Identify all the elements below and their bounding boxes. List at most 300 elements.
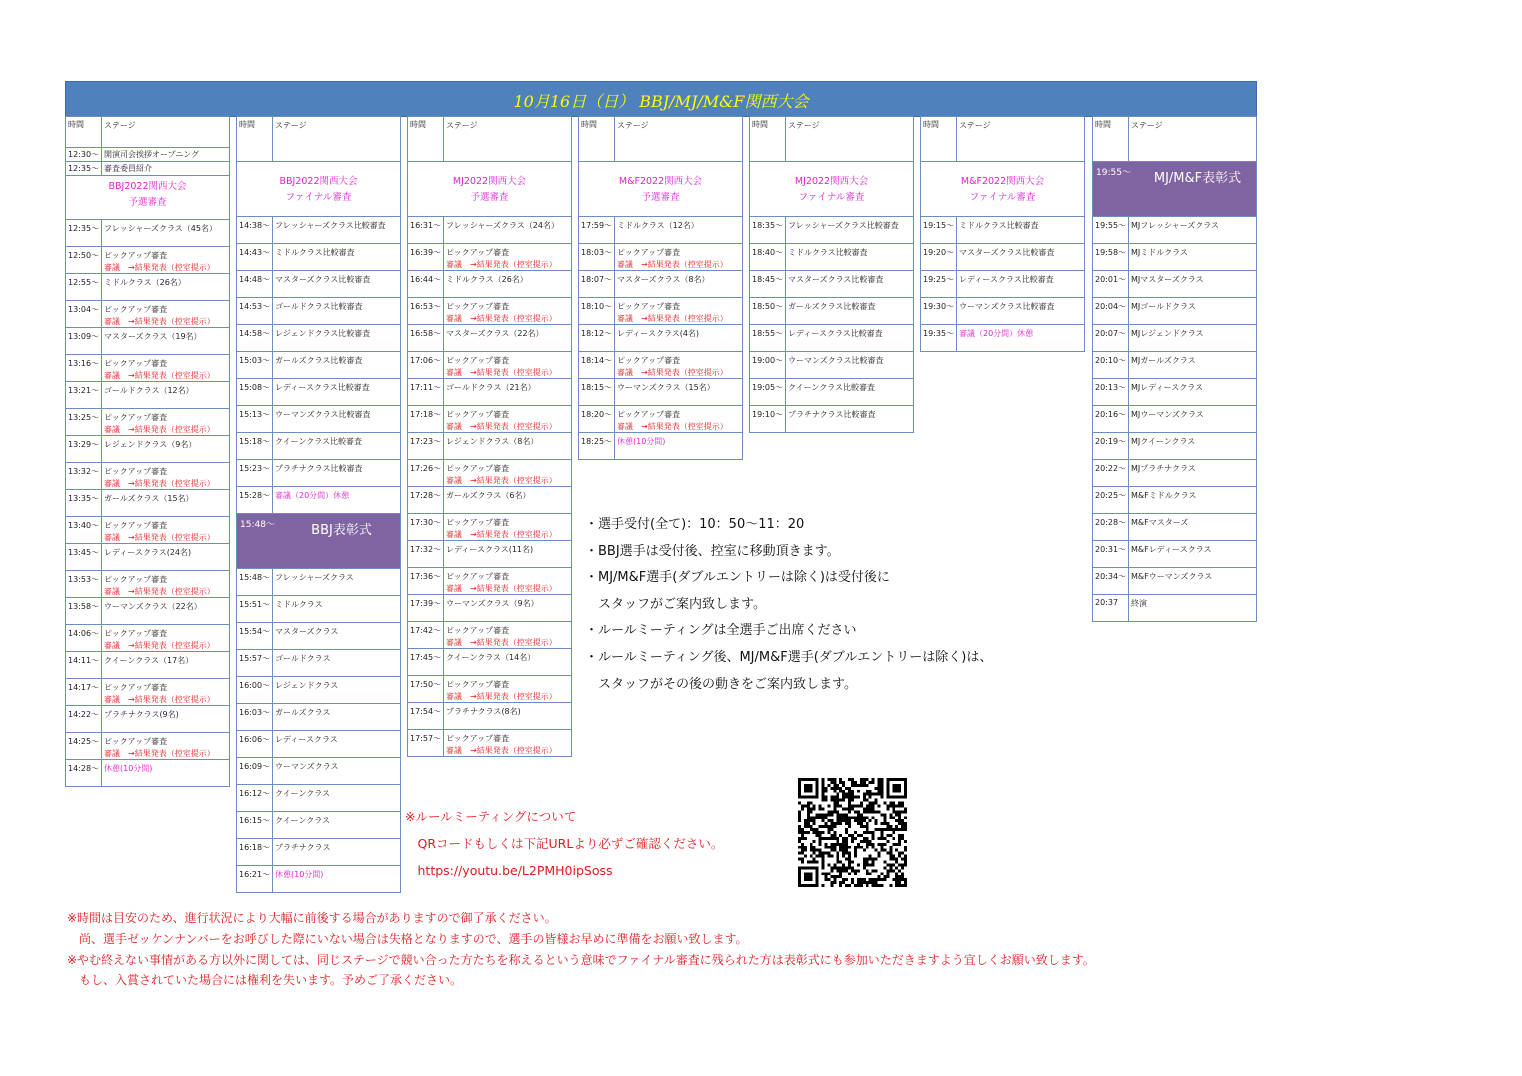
row-time: 16:12～ xyxy=(237,785,273,811)
row-time: 17:36～ xyxy=(408,568,444,594)
stage-section-title xyxy=(749,162,914,217)
schedule-row xyxy=(65,355,230,382)
row-time: 16:18～ xyxy=(237,839,273,865)
row-stage: クイーンクラス（14名） xyxy=(446,653,536,662)
row-stage: フレッシャーズクラス（24名） xyxy=(446,221,559,230)
row-stage: ウーマンズクラス（22名） xyxy=(104,602,202,611)
row-time: 18:14～ xyxy=(579,352,615,378)
row-time: 12:35～ xyxy=(66,220,102,246)
row-stage: 審議（20分間）休憩 xyxy=(275,491,350,500)
row-result-note: 審議 →結果発表（控室提示） xyxy=(104,263,215,272)
row-stage: ピックアップ審査 xyxy=(446,626,510,635)
row-stage: ウーマンズクラス比較審査 xyxy=(959,302,1055,311)
header-time: 時間 xyxy=(921,117,957,161)
schedule-row xyxy=(65,517,230,544)
schedule-row xyxy=(65,490,230,517)
schedule-row xyxy=(407,325,572,352)
row-stage: フレッシャーズクラス比較審査 xyxy=(275,221,386,230)
note-line: ・選手受付(全て)：10：50～11：20 xyxy=(585,517,805,532)
schedule-row xyxy=(236,352,401,379)
row-stage: プラチナクラス(9名) xyxy=(104,710,179,719)
schedule-row xyxy=(920,325,1085,352)
row-stage: MJウーマンズクラス xyxy=(1131,410,1204,419)
row-stage: フレッシャーズクラス比較審査 xyxy=(788,221,899,230)
header-time: 時間 xyxy=(750,117,786,161)
schedule-row xyxy=(236,487,401,514)
award-time: 15:48～ xyxy=(240,520,275,530)
row-time: 16:21～ xyxy=(237,866,273,892)
schedule-row xyxy=(920,217,1085,244)
row-stage: マスターズクラス比較審査 xyxy=(788,275,884,284)
schedule-row xyxy=(407,730,572,757)
row-result-note: 審議 →結果発表（控室提示） xyxy=(617,314,728,323)
schedule-row xyxy=(236,325,401,352)
schedule-row xyxy=(65,220,230,247)
schedule-row xyxy=(65,301,230,328)
row-time: 15:54～ xyxy=(237,623,273,649)
row-stage: ゴールドクラス比較審査 xyxy=(275,302,363,311)
row-result-note: 審議 →結果発表（控室提示） xyxy=(446,368,557,377)
row-stage: 審査委員紹介 xyxy=(104,164,152,173)
row-stage: ピックアップ審査 xyxy=(446,734,510,743)
row-stage: 休憩(10分間) xyxy=(275,870,324,879)
column-header xyxy=(749,116,914,162)
row-time: 14:58～ xyxy=(237,325,273,351)
row-time: 14:17～ xyxy=(66,679,102,705)
row-stage: ミドルクラス xyxy=(275,600,323,609)
row-result-note: 審議 →結果発表（控室提示） xyxy=(446,422,557,431)
row-stage: レジェンドクラス（8名） xyxy=(446,437,539,446)
row-stage: プラチナクラス比較審査 xyxy=(788,410,876,419)
stage-section-title xyxy=(407,162,572,217)
row-stage: ピックアップ審査 xyxy=(617,248,681,257)
row-stage: ピックアップ審査 xyxy=(104,575,168,584)
row-stage: ミドルクラス比較審査 xyxy=(788,248,868,257)
section-stage-name: ファイナル審査 xyxy=(285,192,352,203)
row-time: 17:23～ xyxy=(408,433,444,459)
row-stage: ピックアップ審査 xyxy=(104,521,168,530)
row-stage: ピックアップ審査 xyxy=(446,248,510,257)
schedule-row xyxy=(1092,433,1257,460)
section-stage-name: 予選審査 xyxy=(641,192,680,203)
row-time: 20:25～ xyxy=(1093,487,1129,513)
row-stage: 休憩(10分間) xyxy=(617,437,666,446)
schedule-row xyxy=(920,244,1085,271)
row-time: 20:34～ xyxy=(1093,568,1129,594)
row-stage: マスターズクラス xyxy=(275,627,339,636)
row-time: 20:37 xyxy=(1093,595,1129,621)
schedule-row xyxy=(236,298,401,325)
row-stage: ピックアップ審査 xyxy=(104,251,168,260)
schedule-row xyxy=(65,409,230,436)
header-time: 時間 xyxy=(237,117,273,161)
row-stage: ガールズクラス（6名） xyxy=(446,491,531,500)
stage-section-title xyxy=(578,162,743,217)
row-stage: レディースクラス比較審査 xyxy=(959,275,1054,284)
schedule-row xyxy=(749,271,914,298)
row-time: 18:03～ xyxy=(579,244,615,270)
row-time: 19:10～ xyxy=(750,406,786,432)
schedule-column xyxy=(749,116,914,433)
row-time: 17:45～ xyxy=(408,649,444,675)
row-time: 17:26～ xyxy=(408,460,444,486)
row-time: 13:25～ xyxy=(66,409,102,435)
row-stage: レディースクラス(24名) xyxy=(104,548,192,557)
row-stage: MJミドルクラス xyxy=(1131,248,1188,257)
footer-line: もし、入賞されていた場合には権利を失います。予めご了承ください。 xyxy=(67,973,463,988)
row-result-note: 審議 →結果発表（控室提示） xyxy=(446,314,557,323)
row-stage: ピックアップ審査 xyxy=(104,305,168,314)
row-time: 17:59～ xyxy=(579,217,615,243)
reception-notes xyxy=(585,512,992,698)
row-time: 16:15～ xyxy=(237,812,273,838)
column-header xyxy=(407,116,572,162)
row-time: 20:16～ xyxy=(1093,406,1129,432)
row-time: 15:18～ xyxy=(237,433,273,459)
schedule-row xyxy=(236,569,401,596)
header-time: 時間 xyxy=(66,117,102,147)
header-time: 時間 xyxy=(408,117,444,161)
header-time: 時間 xyxy=(1093,117,1129,161)
footer-line: ※時間は目安のため、進行状況により大幅に前後する場合がありますので御了承ください。 xyxy=(67,911,557,925)
schedule-row xyxy=(749,406,914,433)
row-time: 18:10～ xyxy=(579,298,615,324)
row-time: 13:09～ xyxy=(66,328,102,354)
row-time: 16:58～ xyxy=(408,325,444,351)
row-stage: プラチナクラス比較審査 xyxy=(275,464,363,473)
row-time: 20:13～ xyxy=(1093,379,1129,405)
row-time: 18:12～ xyxy=(579,325,615,351)
row-time: 17:11～ xyxy=(408,379,444,405)
section-event-name: MJ2022関西大会 xyxy=(452,176,527,187)
row-time: 18:25～ xyxy=(579,433,615,459)
schedule-row xyxy=(1092,487,1257,514)
row-stage: ピックアップ審査 xyxy=(446,572,510,581)
schedule-row xyxy=(236,217,401,244)
row-time: 19:30～ xyxy=(921,298,957,324)
row-stage: ガールズクラス比較審査 xyxy=(788,302,876,311)
schedule-row xyxy=(1092,460,1257,487)
row-stage: クイーンクラス比較審査 xyxy=(275,437,363,446)
row-time: 14:25～ xyxy=(66,733,102,759)
schedule-row xyxy=(1092,244,1257,271)
row-time: 19:20～ xyxy=(921,244,957,270)
row-stage: クイーンクラス xyxy=(275,789,331,798)
row-time: 15:28～ xyxy=(237,487,273,513)
row-time: 17:30～ xyxy=(408,514,444,540)
row-stage: レディースクラス(11名) xyxy=(446,545,534,554)
row-stage: ピックアップ審査 xyxy=(446,464,510,473)
row-stage: クイーンクラス（17名） xyxy=(104,656,194,665)
row-time: 13:45～ xyxy=(66,544,102,570)
schedule-row xyxy=(578,244,743,271)
row-time: 18:55～ xyxy=(750,325,786,351)
schedule-row xyxy=(236,704,401,731)
schedule-row xyxy=(236,650,401,677)
row-time: 20:22～ xyxy=(1093,460,1129,486)
award-label: MJ/M&F表彰式 xyxy=(1153,171,1242,186)
row-time: 12:35～ xyxy=(66,162,102,175)
row-time: 19:25～ xyxy=(921,271,957,297)
row-time: 17:50～ xyxy=(408,676,444,702)
award-ceremony-block xyxy=(236,514,401,569)
note-line: ・ルールミーティングは全選手ご出席ください xyxy=(585,623,857,639)
row-stage: ミドルクラス比較審査 xyxy=(275,248,355,257)
row-time: 13:35～ xyxy=(66,490,102,516)
row-time: 15:08～ xyxy=(237,379,273,405)
row-time: 20:19～ xyxy=(1093,433,1129,459)
row-time: 20:10～ xyxy=(1093,352,1129,378)
rule-meeting-url[interactable]: https://youtu.be/L2PMH0ipSoss xyxy=(405,863,613,878)
event-banner xyxy=(65,81,1257,117)
row-stage: ゴールドクラス xyxy=(275,654,331,663)
row-stage: レディースクラス(4名) xyxy=(617,329,700,338)
row-time: 12:30～ xyxy=(66,148,102,161)
schedule-row xyxy=(65,652,230,679)
award-label: BBJ表彰式 xyxy=(311,523,372,538)
row-time: 17:39～ xyxy=(408,595,444,621)
schedule-row xyxy=(65,571,230,598)
row-stage: ピックアップ審査 xyxy=(617,302,681,311)
qr-code-icon[interactable] xyxy=(797,778,908,887)
schedule-row xyxy=(407,568,572,595)
column-header xyxy=(236,116,401,162)
schedule-row xyxy=(407,622,572,649)
row-result-note: 審議 →結果発表（控室提示） xyxy=(617,260,728,269)
schedule-row xyxy=(407,676,572,703)
row-time: 14:48～ xyxy=(237,271,273,297)
row-stage: プラチナクラス xyxy=(275,843,331,852)
row-stage: レジェンドクラス比較審査 xyxy=(275,329,371,338)
row-stage: レディースクラス比較審査 xyxy=(788,329,883,338)
row-time: 17:54～ xyxy=(408,703,444,729)
row-time: 12:55～ xyxy=(66,274,102,300)
row-stage: ピックアップ審査 xyxy=(104,737,168,746)
row-result-note: 審議 →結果発表（控室提示） xyxy=(104,695,215,704)
row-result-note: 審議 →結果発表（控室提示） xyxy=(617,368,728,377)
row-stage: 審議（20分間）休憩 xyxy=(959,329,1034,338)
row-time: 13:58～ xyxy=(66,598,102,624)
section-stage-name: 予選審査 xyxy=(128,197,167,208)
section-stage-name: 予選審査 xyxy=(470,192,509,203)
row-time: 13:16～ xyxy=(66,355,102,381)
row-time: 15:57～ xyxy=(237,650,273,676)
row-stage: MJレディースクラス xyxy=(1131,383,1203,392)
row-stage: MJプラチナクラス xyxy=(1131,464,1196,473)
row-time: 16:31～ xyxy=(408,217,444,243)
schedule-row xyxy=(1092,568,1257,595)
row-result-note: 審議 →結果発表（控室提示） xyxy=(446,260,557,269)
row-time: 18:50～ xyxy=(750,298,786,324)
schedule-row xyxy=(920,298,1085,325)
row-result-note: 審議 →結果発表（控室提示） xyxy=(104,587,215,596)
row-stage: ゴールドクラス（12名） xyxy=(104,386,194,395)
row-time: 17:28～ xyxy=(408,487,444,513)
row-result-note: 審議 →結果発表（控室提示） xyxy=(104,425,215,434)
row-stage: マスターズクラス比較審査 xyxy=(959,248,1055,257)
row-time: 13:21～ xyxy=(66,382,102,408)
schedule-row xyxy=(1092,298,1257,325)
schedule-row xyxy=(65,162,230,176)
row-time: 18:07～ xyxy=(579,271,615,297)
row-time: 19:15～ xyxy=(921,217,957,243)
row-time: 18:20～ xyxy=(579,406,615,432)
schedule-column xyxy=(578,116,743,460)
schedule-row xyxy=(65,328,230,355)
row-stage: MJフレッシャーズクラス xyxy=(1131,221,1220,230)
row-time: 16:00～ xyxy=(237,677,273,703)
schedule-row xyxy=(407,244,572,271)
header-stage: ステージ xyxy=(959,121,991,130)
row-stage: ピックアップ審査 xyxy=(446,356,510,365)
schedule-row xyxy=(236,758,401,785)
column-header xyxy=(920,116,1085,162)
row-stage: プラチナクラス(8名) xyxy=(446,707,521,716)
row-stage: MJレジェンドクラス xyxy=(1131,329,1204,338)
schedule-row xyxy=(578,352,743,379)
row-stage: ピックアップ審査 xyxy=(104,683,168,692)
schedule-row xyxy=(65,625,230,652)
header-stage: ステージ xyxy=(275,121,307,130)
row-stage: クイーンクラス比較審査 xyxy=(788,383,876,392)
row-stage: ピックアップ審査 xyxy=(104,359,168,368)
schedule-column xyxy=(65,116,230,787)
schedule-row xyxy=(65,436,230,463)
row-time: 14:28～ xyxy=(66,760,102,786)
schedule-row xyxy=(578,298,743,325)
row-stage: MJクイーンクラス xyxy=(1131,437,1196,446)
schedule-row xyxy=(407,649,572,676)
row-time: 14:38～ xyxy=(237,217,273,243)
schedule-row xyxy=(236,866,401,893)
schedule-row xyxy=(749,352,914,379)
row-time: 13:40～ xyxy=(66,517,102,543)
header-stage: ステージ xyxy=(1131,121,1163,130)
row-stage: ウーマンズクラス xyxy=(275,762,339,771)
schedule-row xyxy=(1092,352,1257,379)
schedule-row xyxy=(65,274,230,301)
schedule-row xyxy=(407,217,572,244)
row-stage: ゴールドクラス（21名） xyxy=(446,383,536,392)
row-time: 16:09～ xyxy=(237,758,273,784)
schedule-row xyxy=(236,379,401,406)
row-result-note: 審議 →結果発表（控室提示） xyxy=(104,371,215,380)
schedule-row xyxy=(1092,379,1257,406)
row-stage: レディースクラス xyxy=(275,735,338,744)
row-stage: ミドルクラス（26名） xyxy=(446,275,528,284)
row-time: 15:51～ xyxy=(237,596,273,622)
row-time: 20:07～ xyxy=(1093,325,1129,351)
schedule-row xyxy=(65,148,230,162)
stage-section-title xyxy=(920,162,1085,217)
row-time: 17:57～ xyxy=(408,730,444,756)
row-stage: クイーンクラス xyxy=(275,816,331,825)
row-time: 17:42～ xyxy=(408,622,444,648)
schedule-row xyxy=(65,463,230,490)
row-stage: フレッシャーズクラス（45名） xyxy=(104,224,217,233)
schedule-row xyxy=(407,433,572,460)
schedule-row xyxy=(920,271,1085,298)
row-time: 16:53～ xyxy=(408,298,444,324)
section-event-name: M&F2022関西大会 xyxy=(960,176,1045,187)
column-header xyxy=(578,116,743,162)
schedule-row xyxy=(65,544,230,571)
row-stage: 終演 xyxy=(1131,599,1147,608)
row-time: 16:39～ xyxy=(408,244,444,270)
schedule-row xyxy=(236,406,401,433)
header-stage: ステージ xyxy=(788,121,820,130)
section-stage-name: ファイナル審査 xyxy=(969,192,1036,203)
row-stage: レジェンドクラス xyxy=(275,681,339,690)
header-stage: ステージ xyxy=(104,121,136,130)
row-time: 19:35～ xyxy=(921,325,957,351)
schedule-column xyxy=(236,116,401,893)
row-stage: ウーマンズクラス（15名） xyxy=(617,383,715,392)
section-event-name: M&F2022関西大会 xyxy=(618,176,703,187)
footer-line: 尚、選手ゼッケンナンバーをお呼びした際にいない場合は失格となりますので、選手の皆様お早めに準備をお願い致します。 xyxy=(67,931,748,946)
schedule-row xyxy=(65,679,230,706)
row-stage: ピックアップ審査 xyxy=(104,629,168,638)
row-time: 14:11～ xyxy=(66,652,102,678)
row-stage: ガールズクラス xyxy=(275,708,331,717)
schedule-row xyxy=(578,325,743,352)
row-time: 13:04～ xyxy=(66,301,102,327)
schedule-row xyxy=(236,839,401,866)
note-line: スタッフがご案内致します。 xyxy=(585,596,766,612)
schedule-row xyxy=(65,733,230,760)
row-time: 13:29～ xyxy=(66,436,102,462)
schedule-row xyxy=(407,541,572,568)
row-stage: ピックアップ審査 xyxy=(446,518,510,527)
row-time: 20:28～ xyxy=(1093,514,1129,540)
row-result-note: 審議 →結果発表（控室提示） xyxy=(617,422,728,431)
row-stage: ピックアップ審査 xyxy=(617,356,681,365)
row-result-note: 審議 →結果発表（控室提示） xyxy=(446,638,557,647)
schedule-row xyxy=(236,460,401,487)
row-stage: ミドルクラス比較審査 xyxy=(959,221,1039,230)
row-stage: M&Fマスターズ xyxy=(1131,518,1189,527)
section-event-name: BBJ2022関西大会 xyxy=(279,176,358,187)
schedule-row xyxy=(236,623,401,650)
schedule-row xyxy=(578,433,743,460)
header-stage: ステージ xyxy=(617,121,649,130)
row-stage: ウーマンズクラス比較審査 xyxy=(275,410,371,419)
schedule-row xyxy=(1092,541,1257,568)
row-time: 13:53～ xyxy=(66,571,102,597)
row-stage: フレッシャーズクラス xyxy=(275,573,354,582)
row-stage: ミドルクラス（26名） xyxy=(104,278,186,287)
row-result-note: 審議 →結果発表（控室提示） xyxy=(446,692,557,701)
row-time: 19:55～ xyxy=(1093,217,1129,243)
schedule-row xyxy=(407,703,572,730)
row-result-note: 審議 →結果発表（控室提示） xyxy=(446,476,557,485)
schedule-row xyxy=(1092,271,1257,298)
row-stage: ガールズクラス（15名） xyxy=(104,494,194,503)
schedule-row xyxy=(1092,595,1257,622)
schedule-row xyxy=(1092,406,1257,433)
row-time: 14:06～ xyxy=(66,625,102,651)
column-header xyxy=(65,116,230,148)
row-stage: M&Fミドルクラス xyxy=(1131,491,1197,500)
schedule-row xyxy=(749,244,914,271)
schedule-row xyxy=(407,379,572,406)
schedule-row xyxy=(65,382,230,409)
row-result-note: 審議 →結果発表（控室提示） xyxy=(104,641,215,650)
schedule-row xyxy=(407,487,572,514)
schedule-column xyxy=(920,116,1085,352)
schedule-row xyxy=(65,598,230,625)
row-time: 15:03～ xyxy=(237,352,273,378)
